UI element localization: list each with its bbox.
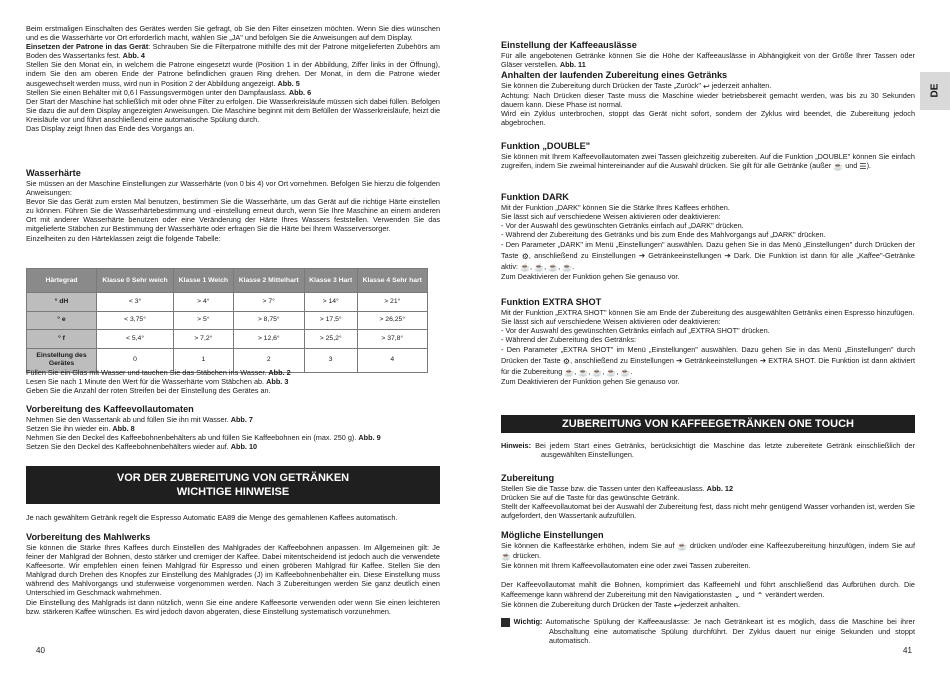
dark-heading: Funktion DARK	[501, 192, 569, 202]
banner-wichtige-hinweise	[26, 466, 440, 504]
intro-paragraph-3: Stellen Sie den Monat ein, in welchem die Patrone eingesetzt wurde (Position 1 in der Abbildung, Ziffer links in der Öffnung), indem Sie den am oberen Ende der Patrone befindlichen grauen Ring drehen. Der Monat, in dem die Patrone wieder ausgewechselt werden muss, wird nun in Position 2 der Abbildung angezeigt. Abb. 5	[26, 60, 440, 88]
mahlwerk-paragraph-2: Die Einstellung des Mahlgrads ist dann nützlich, wenn Sie eine andere Kaffeesorte verwenden oder wenn Sie einen leichteren bzw. stärkeren Kaffee wünschen. Es wird jedoch davon abgeraten, diese Einstellung systematisch vorzunehmen.	[26, 597, 440, 616]
gear-icon: ⚙	[521, 252, 529, 262]
gear-icon: ⚙	[562, 357, 571, 367]
cup-icon: ☕	[562, 263, 573, 273]
page-number-right: 41	[903, 646, 912, 655]
mahlt-line-1: Der Kaffeevollautomat mahlt die Bohnen, komprimiert das Kaffeemehl und führt anschließend das Aufbrühen durch. Die Kaffeemenge kann während der Zubereitung mit den Navigationstasten ⌄ und ⌃ verändert werden.	[501, 580, 915, 600]
wasserhaerte-paragraph-1: Sie müssen an der Maschine Einstellungen zur Wasserhärte (von 0 bis 4) vor Ort vornehmen. Befolgen Sie hierzu die folgenden Anweisungen:	[26, 179, 440, 198]
table-cell: > 8,75°	[233, 311, 304, 330]
cup-icon: ☕	[592, 368, 603, 378]
table-cell: 2	[233, 348, 304, 372]
table-cell: 0	[97, 348, 174, 372]
language-tab	[920, 72, 950, 110]
dark-line-2: Sie lässt sich auf verschiedene Weisen aktivieren oder deaktivieren:	[501, 212, 721, 222]
zubereitung-section	[501, 473, 915, 520]
table-cell: < 3°	[97, 293, 174, 312]
water-hardness-table	[26, 268, 428, 373]
chevron-down-icon: ⌄	[733, 591, 741, 600]
anhalten-section	[501, 70, 915, 127]
dark-strength-icon: ☕	[677, 542, 688, 551]
hinweis-paragraph: Hinweis: Bei jedem Start eines Getränks, berücksichtigt die Maschine das letzte zubereitete Getränk einschließlich der ausgewählten Einstellungen.	[501, 441, 915, 460]
table-row	[27, 330, 428, 349]
anhalten-paragraph-1: Sie können die Zubereitung durch Drücken der Taste „Zurück" ↩ jederzeit anhalten.	[501, 81, 772, 91]
wasserhaerte-paragraph-3: Einzelheiten zu den Härteklassen zeigt die folgende Tabelle:	[26, 233, 221, 243]
banner-line-2: WICHTIGE HINWEISE	[176, 486, 290, 498]
intro-paragraph-2: Einsetzen der Patrone in das Gerät: Schrauben Sie die Filterpatrone mithilfe des mit der Patrone mitgelieferten Zubehörs am Boden des Wassertanks fest. Abb. 4	[26, 42, 440, 61]
table-cell: > 4°	[174, 293, 234, 312]
dark-line-3: - Vor der Auswahl des gewünschten Getränks einfach auf „DARK" drücken.	[501, 221, 744, 231]
anhalten-paragraph-3: Wird ein Zyklus unterbrochen, stoppt das Gerät nicht sofort, sondern der Zyklus wird beendet, die Zubereitung jedoch abgebrochen.	[501, 109, 915, 128]
intro-paragraph-1: Beim erstmaligen Einschalten des Gerätes werden Sie gefragt, ob Sie den Filter einsetzen möchten. Wenn Sie dies wünschen und es die Wasserhärte vor Ort erforderlich macht, wählen Sie „JA" und befolgen Sie die Anweisungen auf dem Display.	[26, 24, 440, 43]
after-table-line-3: Geben Sie die Anzahl der roten Streifen bei der Einstellung des Gerätes an.	[26, 386, 271, 396]
extrashot-line-4: - Während der Zubereitung des Getränks:	[501, 335, 637, 345]
table-cell: > 21°	[357, 293, 427, 312]
table-cell: > 12,6°	[233, 330, 304, 349]
page-right	[480, 0, 916, 674]
table-header-cell: Klasse 3 Hart	[304, 269, 357, 293]
zubereitung-line-1: Stellen Sie die Tasse bzw. die Tassen unter den Kaffeeauslass. Abb. 12	[501, 484, 734, 493]
table-cell: > 25,2°	[304, 330, 357, 349]
dark-line-6: Zum Deaktivieren der Funktion gehen Sie genauso vor.	[501, 272, 680, 282]
table-row-label: ° dH	[27, 293, 97, 312]
cup-icon: ☕	[833, 162, 844, 172]
wichtig-paragraph: ! Wichtig: Automatische Spülung der Kaffeeauslässe: Je nach Getränkeart ist es möglich, dass die Maschine bei ihrer Abschaltung eine automatische Spülung durchführt. Der Zyklus dauert nur einige Sekunden und stoppt automatisch.	[480, 617, 916, 646]
table-cell: > 17,5°	[304, 311, 357, 330]
moegliche-section	[501, 530, 915, 570]
after-table-line-1: Füllen Sie ein Glas mit Wasser und tauchen Sie das Stäbchen ins Wasser. Abb. 2	[26, 368, 291, 377]
table-row-label: ° f	[27, 330, 97, 349]
banner-one-touch: ZUBEREITUNG VON KAFFEEGETRÄNKEN ONE TOUCH	[501, 415, 915, 433]
mahlwerk-heading: Vorbereitung des Mahlwerks	[26, 532, 151, 542]
moegliche-heading: Mögliche Einstellungen	[501, 530, 604, 540]
page-left	[26, 0, 440, 674]
table-header-cell: Härtegrad	[27, 269, 97, 293]
cup-icon: ☕	[620, 368, 631, 378]
anhalten-paragraph-2: Achtung: Nach Drücken dieser Taste muss die Maschine wieder betriebsbereit gemacht werden, was bis zu 30 Sekunden dauern kann. Diese Phase ist normal.	[501, 91, 915, 110]
intro-paragraph-5: Der Start der Maschine hat schließlich mit oder ohne Filter zu erfolgen. Die Wasserkreisläufe müssen sich dabei füllen. Befolgen Sie dazu die auf dem Display angezeigten Anweisungen. Die Maschine beginnt mit dem Befüllen der Wasserkreisläufe, heizt die Kreisläufe vor und führt anschließend eine automatische Spülung durch.	[26, 96, 440, 124]
table-cell: > 26,25°	[357, 311, 427, 330]
warning-icon: !	[501, 618, 510, 627]
dark-line-4: - Während der Zubereitung des Getränks und bis zum Ende des Mahlvorgangs auf „DARK" drücken.	[501, 230, 826, 240]
cup-icon: ☕	[606, 368, 617, 378]
table-row	[27, 311, 428, 330]
double-heading: Funktion „DOUBLE"	[501, 141, 591, 151]
auslass-heading: Einstellung der Kaffeeauslässe	[501, 40, 637, 50]
zubereitung-line-2: Drücken Sie auf die Taste für das gewünschte Getränk.	[501, 493, 680, 503]
anhalten-heading: Anhalten der laufenden Zubereitung eines Getränks	[501, 70, 728, 80]
table-cell: < 3,75°	[97, 311, 174, 330]
vorbereitung-line-1: Nehmen Sie den Wassertank ab und füllen Sie ihn mit Wasser. Abb. 7	[26, 415, 253, 424]
table-cell: > 5°	[174, 311, 234, 330]
intro-paragraph-6: Das Display zeigt Ihnen das Ende des Vorgangs an.	[26, 124, 195, 134]
double-section	[501, 141, 915, 171]
intro-paragraph-4: Stellen Sie einen Behälter mit 0,6 l Fassungsvermögen unter den Dampfauslass. Abb. 6	[26, 87, 312, 97]
page-number-left: 40	[36, 646, 45, 655]
cup-icon: ☕	[564, 368, 575, 378]
table-cell: 4	[357, 348, 427, 372]
vorbereitung-line-3: Nehmen Sie den Deckel des Kaffeebohnenbehälters ab und füllen Sie Kaffeebohnen ein (max. 250 g). Abb. 9	[26, 433, 381, 443]
after-table-section	[26, 368, 440, 395]
extrashot-heading: Funktion EXTRA SHOT	[501, 297, 602, 307]
table-cell: > 7,2°	[174, 330, 234, 349]
dark-line-1: Mit der Funktion „DARK" können Sie die Stärke Ihres Kaffees erhöhen.	[501, 203, 730, 212]
menu-lines-icon: ☰	[859, 162, 867, 172]
double-paragraph: Sie können mit Ihrem Kaffeevollautomaten zwei Tassen gleichzeitig zubereiten. Auf die Funktion „DOUBLE" können Sie einfach zugreifen, indem Sie zweimal hintereinander auf die Auswahl drücken. Sie gilt für alle Getränke (außer ☕ und ☰).	[501, 152, 915, 172]
mahlwerk-paragraph-1: Sie können die Stärke Ihres Kaffees durch Einstellen des Mahlgrades der Kaffeebohnen anpassen. Im Allgemeinen gilt: Je feiner der Mahlgrad der Bohnen, desto stärker und cremiger der Kaffee. Dabei mitentscheidend ist jedoch auch die verwendete Kaffeesorte. Wir empfehlen einen feinen Mahlgrad für Espresso und einen gröberen Mahlgrad für Kaffee. Stellen Sie den Mahlgrad durch Drehen des Knopfes zur Einstellung des Mahlgrades (J) im Kaffeebohnenbehälter ein. Diese Einstellung muss während des Mahlvorgangs und stufenweise vorgenommen werden. Nach 3 Zubereitungen werden Sie ganz deutlich einen Unterschied im Geschmack wahrnehmen.	[26, 543, 440, 598]
hinweise-text	[26, 513, 440, 522]
cup-icon: ☕	[534, 263, 545, 273]
extrashot-line-2: Sie lässt sich auf verschiedene Weisen aktivieren oder deaktivieren:	[501, 317, 721, 327]
zubereitung-line-3: Stellt der Kaffeevollautomat bei der Auswahl der Zubereitung fest, dass nicht mehr genügend Wasser vorhanden ist, werden Sie aufgefordert, den Wassertank aufzufüllen.	[501, 502, 915, 521]
table-cell: < 5,4°	[97, 330, 174, 349]
intro-section	[26, 24, 440, 133]
mahlt-section	[501, 580, 915, 610]
table-cell: 3	[304, 348, 357, 372]
vorbereitung-heading: Vorbereitung des Kaffeevollautomaten	[26, 404, 194, 414]
extrashot-line-3: - Vor der Auswahl des gewünschten Getränks einfach auf „EXTRA SHOT" drücken.	[501, 326, 770, 336]
extra-shot-icon: ☕	[501, 552, 511, 561]
hinweise-paragraph: Je nach gewähltem Getränk regelt die Espresso Automatic EA89 die Menge des gemahlenen Kaffees automatisch.	[26, 513, 398, 522]
cup-icon: ☕	[578, 368, 589, 378]
extrashot-line-6: Zum Deaktivieren der Funktion gehen Sie genauso vor.	[501, 377, 680, 387]
table-row-label: Einstellung des Gerätes	[27, 348, 97, 372]
wichtig-section	[480, 617, 916, 646]
table-header-cell: Klasse 2 Mittelhart	[233, 269, 304, 293]
table-row-label: ° e	[27, 311, 97, 330]
extrashot-line-1: Mit der Funktion „EXTRA SHOT" können Sie am Ende der Zubereitung des ausgewählten Getränks einen Espresso hinzufügen.	[501, 308, 915, 317]
table-header-cell: Klasse 1 Weich	[174, 269, 234, 293]
back-arrow-icon: ↩	[703, 82, 710, 91]
dark-line-5: - Den Parameter „DARK" im Menü „Einstellungen" auswählen. Dazu gehen Sie in das Menü „Einstellungen" durch Drücken der Taste ⚙, anschließend zu Einstellungen ➔ Getränkeeinstellungen ➔ Dark. Die Funktion ist dann für alle „Kaffee"-Getränke aktiv: ☕, ☕, ☕, ☕.	[501, 240, 915, 273]
banner-line-1: VOR DER ZUBEREITUNG VON GETRÄNKEN	[116, 472, 350, 484]
table-header-cell: Klasse 0 Sehr weich	[97, 269, 174, 293]
cup-icon: ☕	[548, 263, 559, 273]
auslass-paragraph: Für alle angebotenen Getränke können Sie die Höhe der Kaffeeauslässe in Abhängigkeit von der Größe Ihrer Tassen oder Gläser verstellen. Abb. 11	[501, 51, 915, 70]
after-table-line-2: Lesen Sie nach 1 Minute den Wert für die Wasserhärte vom Stäbchen ab. Abb. 3	[26, 377, 289, 387]
extrashot-line-5: - Den Parameter „EXTRA SHOT" im Menü „Einstellungen" auswählen. Dazu gehen Sie in das Menü „Einstellungen" durch Drücken der Taste ⚙, anschließend zu Einstellungen ➔ Getränkeeinstellungen ➔ EXTRA SHOT. Die Funktion ist dann aktiviert für die Zubereitung ☕, ☕, ☕, ☕, ☕.	[501, 345, 916, 378]
vorbereitung-line-2: Setzen Sie ihn wieder ein. Abb. 8	[26, 424, 135, 434]
wasserhaerte-paragraph-2: Bevor Sie das Gerät zum ersten Mal benutzen, bestimmen Sie die Wasserhärte, um das Gerät auf die richtige Härte einstellen zu können. Führen Sie die Wasserhärtebestimmung und -einstellung erneut durch, wenn Sie Ihre Maschine an einem anderen Ort mit anderer Wasserhärte benutzen oder eine Veränderung der Härte Ihres Wassers feststellen. Verwenden Sie das mitgelieferte Stäbchen zur Bestimmung der Wasserhärte oder erfragen Sie die Härte bei Ihrem Wasserversorger.	[26, 197, 440, 234]
table-cell: 1	[174, 348, 234, 372]
table-row	[27, 293, 428, 312]
table-cell: > 37,8°	[357, 330, 427, 349]
vorbereitung-section	[26, 404, 440, 451]
language-tab-label: DE	[929, 84, 941, 98]
back-arrow-icon: ↩	[673, 601, 681, 610]
auslass-section	[501, 40, 915, 69]
mahlt-line-2: Sie können die Zubereitung durch Drücken der Taste ↩jederzeit anhalten.	[501, 600, 741, 610]
table-cell: > 14°	[304, 293, 357, 312]
zubereitung-heading: Zubereitung	[501, 473, 555, 483]
moegliche-line-2: Sie können mit Ihrem Kaffeevollautomaten eine oder zwei Tassen zubereiten.	[501, 561, 751, 570]
hinweis-section	[501, 441, 915, 459]
cup-icon: ☕	[520, 263, 531, 273]
table-header-cell: Klasse 4 Sehr hart	[357, 269, 427, 293]
extrashot-section	[501, 297, 915, 386]
table-cell: > 7°	[233, 293, 304, 312]
vorbereitung-line-4: Setzen Sie den Deckel des Kaffeebohnenbehälters wieder auf. Abb. 10	[26, 442, 258, 452]
moegliche-line-1: Sie können die Kaffeestärke erhöhen, indem Sie auf ☕ drücken und/oder eine Kaffeezubereitung hinzufügen, indem Sie auf ☕ drücken.	[501, 541, 915, 561]
table-header-row	[27, 269, 428, 293]
dark-section	[501, 192, 915, 281]
wasserhaerte-section	[26, 168, 440, 243]
wasserhaerte-heading: Wasserhärte	[26, 168, 81, 178]
mahlwerk-section	[26, 532, 440, 616]
chevron-up-icon: ⌃	[756, 591, 764, 600]
